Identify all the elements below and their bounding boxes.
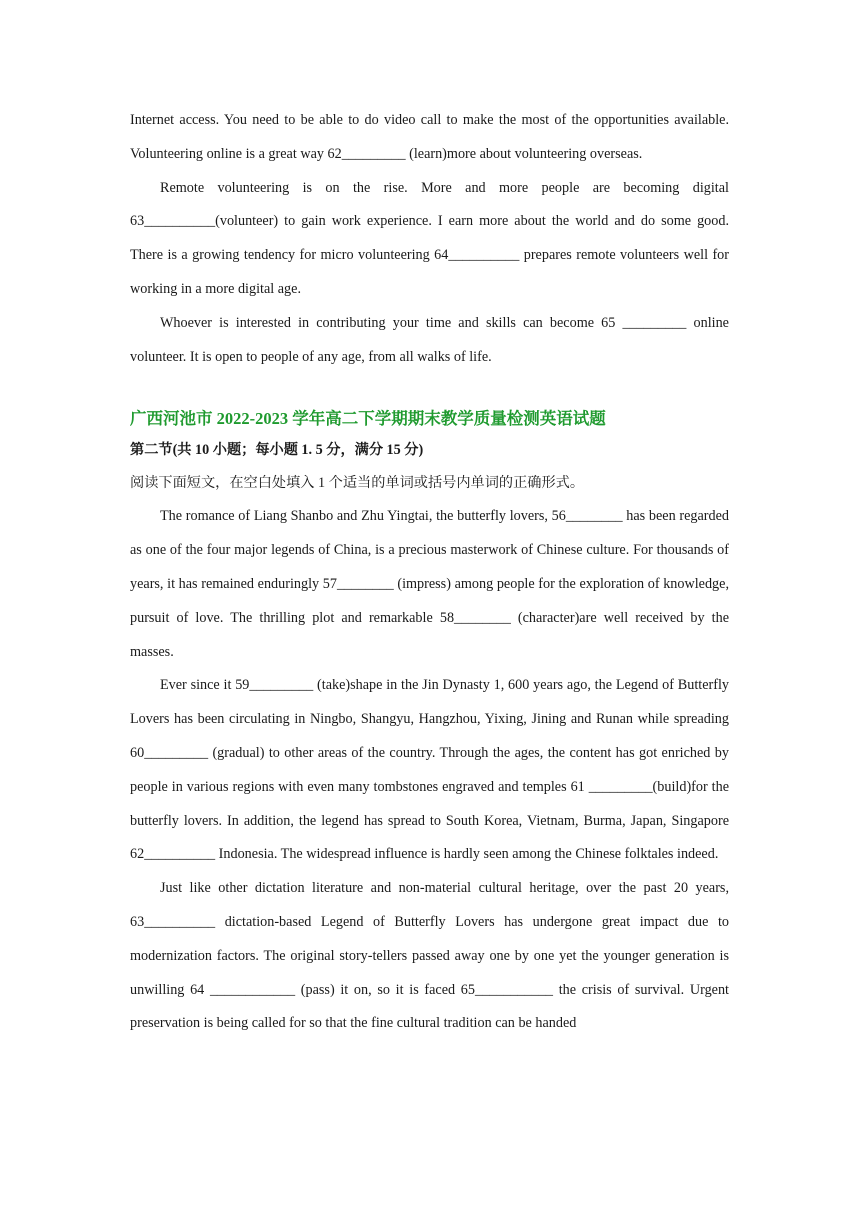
passage-paragraph: Internet access. You need to be able to do video call to make the most of the opportunities available. Volunteering online is a great way 62_________ (learn)more about volunteering overseas. — [130, 112, 729, 162]
passage-paragraph: Just like other dictation literature and non-material cultural heritage, over the past 20 years, 63__________ dictation-based Legend of Butterfly Lovers has undergone great impact due to modernization factors. The original story-tellers passed away one by one yet the younger generation is unwilling 64 ____________ (pass) it on, so it is faced 65___________ the crisis of survival. Urgent preservation is being called for so that the fine cultural tradition can be handed — [130, 880, 729, 1032]
exam-title: 广西河池市 2022-2023 学年高二下学期期末教学质量检测英语试题 — [130, 409, 606, 429]
passage-paragraph: Ever since it 59_________ (take)shape in the Jin Dynasty 1, 600 years ago, the Legend of Butterfly Lovers has been circulating in Ningbo, Shangyu, Hangzhou, Yixing, Jining and Runan while spreading 60_________ (gradual) to other areas of the country. Through the ages, the content has got enriched by people in various regions with even many tombstones engraved and temples 61 _________(build)for the butterfly lovers. In addition, the legend has spread to South Korea, Vietnam, Burma, Japan, Singapore 62__________ Indonesia. The widespread influence is hardly seen among the Chinese folktales indeed. — [130, 677, 729, 863]
passage-paragraph: Remote volunteering is on the rise. More and more people are becoming digital 63__________(volunteer) to gain work experience. I earn more about the world and do some good. There is a growing tendency for micro volunteering 64__________ prepares remote volunteers well for working in a more digital age. — [130, 179, 729, 297]
document-page — [130, 104, 729, 1041]
section-instruction: 阅读下面短文，在空白处填入 1 个适当的单词或括号内单词的正确形式。 — [130, 475, 585, 492]
passage-paragraph: The romance of Liang Shanbo and Zhu Yingtai, the butterfly lovers, 56________ has been regarded as one of the four major legends of China, is a precious masterwork of Chinese culture. For thousands of years, it has remained enduringly 57________ (impress) among people for the exploration of knowledge, pursuit of love. The thrilling plot and remarkable 58________ (character)are well received by the masses. — [130, 508, 729, 660]
section-subtitle: 第二节(共 10 小题；每小题 1. 5 分，满分 15 分) — [130, 442, 424, 459]
passage-paragraph: Whoever is interested in contributing your time and skills can become 65 _________ online volunteer. It is open to people of any age, from all walks of life. — [130, 314, 729, 365]
